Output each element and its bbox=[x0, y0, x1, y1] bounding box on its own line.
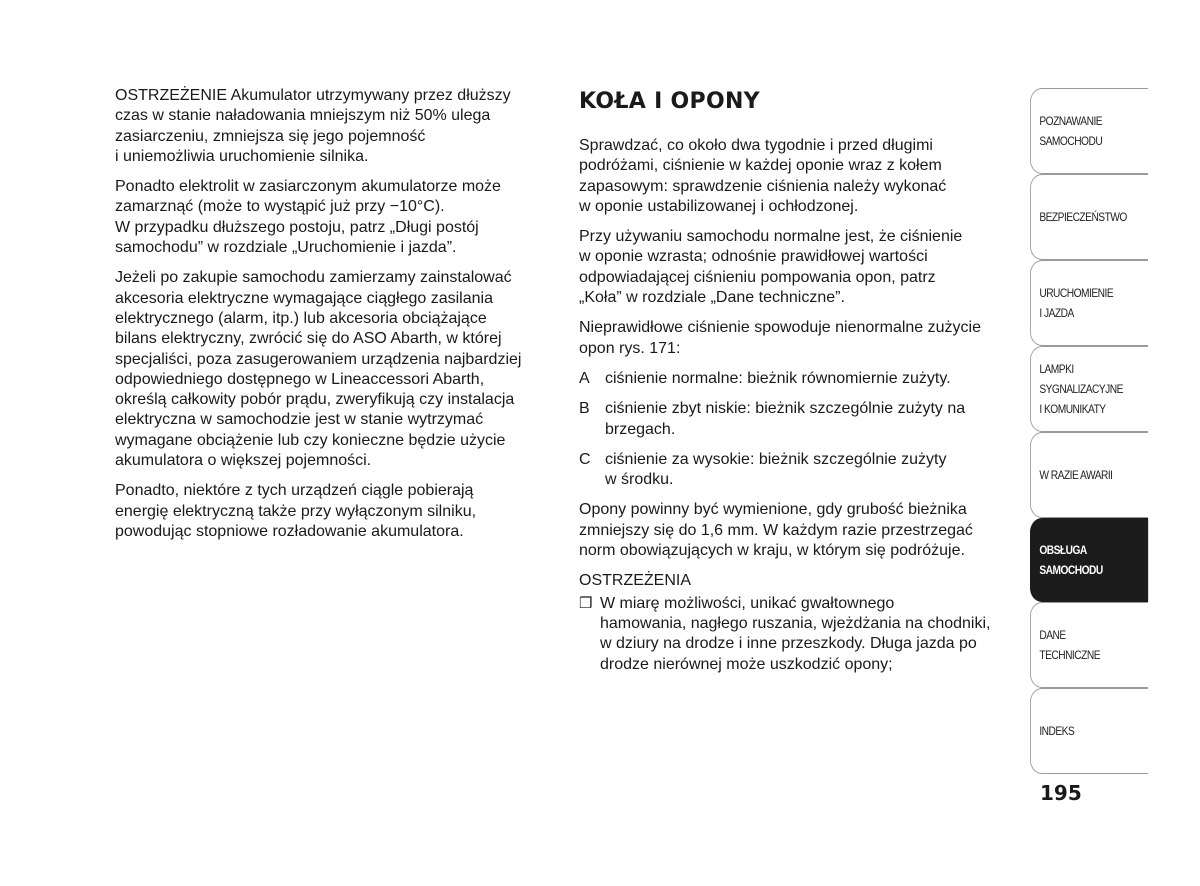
tab-w-razie-awarii[interactable]: W RAZIE AWARII bbox=[1030, 432, 1148, 518]
list-item bbox=[579, 450, 1024, 491]
warnings-heading: OSTRZEŻENIA bbox=[579, 572, 692, 590]
tab-uruchomienie-i-jazda[interactable]: URUCHOMIENIE I JAZDA bbox=[1030, 260, 1148, 346]
tab-bezpieczenstwo[interactable]: BEZPIECZEŃSTWO bbox=[1030, 174, 1148, 260]
right-column bbox=[579, 86, 1024, 675]
tab-obsluga-samochodu[interactable]: OBSŁUGA SAMOCHODU bbox=[1030, 518, 1148, 602]
pressure-increase-paragraph: Przy używaniu samochodu normalne jest, że ciśnienie w oponie wzrasta; odnośnie prawidłowej wartości odpowiadającej ciśnieniu pompowania opon, patrz „Koła” w rozdziale „Dane techniczne”. bbox=[579, 228, 963, 307]
section-title: KOŁA I OPONY bbox=[579, 89, 760, 114]
abnormal-wear-paragraph: Nieprawidłowe ciśnienie spowoduje nienormalne zużycie opon rys. 171: bbox=[579, 319, 981, 357]
list-item bbox=[579, 369, 1024, 389]
tab-dane-techniczne[interactable]: DANE TECHNICZNE bbox=[1030, 602, 1148, 688]
discharge-paragraph: Ponadto, niektóre z tych urządzeń ciągle pobierają energię elektryczną także przy wyłączonym silniku, powodując stopniowe rozładowanie akumulatora. bbox=[115, 482, 477, 540]
list-item bbox=[579, 399, 1024, 440]
list-letter: A bbox=[579, 369, 590, 387]
list-text: ciśnienie za wysokie: bieżnik szczególnie zużyty w środku. bbox=[605, 450, 947, 489]
accessories-paragraph: Jeżeli po zakupie samochodu zamierzamy zainstalować akcesoria elektryczne wymagające ciągłego zasilania elektrycznego (alarm, itp.) lub akcesoria obciążające bilans elektryczny, zwrócić się do ASO Abarth, w której specjaliści, poza zasugerowaniem urządzenia najbardziej odpowiedniego dostępnego w Lineaccessori Abarth, określą całkowity pobór prądu, zweryfikują czy instalacja elektryczna w samochodzie jest w stanie wytrzymać wymagane obciążenie lub czy konieczne będzie użycie akumulatora o większej pojemności. bbox=[115, 269, 522, 470]
list-letter: C bbox=[579, 450, 591, 468]
warning-item bbox=[579, 594, 1024, 675]
tab-indeks[interactable]: INDEKS bbox=[1030, 688, 1148, 774]
tab-poznawanie-samochodu[interactable]: POZNAWANIE SAMOCHODU bbox=[1030, 88, 1148, 174]
tire-replacement-paragraph: Opony powinny być wymienione, gdy grubość bieżnika zmniejszy się do 1,6 mm. W każdym razie przestrzegać norm obowiązujących w kraju, w którym się podróżuje. bbox=[579, 501, 973, 560]
checkbox-bullet-icon: ❒ bbox=[579, 594, 593, 612]
warning-text: W miarę możliwości, unikać gwałtownego hamowania, nagłego ruszania, wjeżdżania na chodniki, w dziury na drodze i inne przeszkody. Długa jazda po drodze nierównej może uszkodzić opony; bbox=[600, 594, 991, 673]
tab-lampki-sygnalizacyjne[interactable]: LAMPKI SYGNALIZACYJNE I KOMUNIKATY bbox=[1030, 346, 1148, 432]
list-text: ciśnienie normalne: bieżnik równomiernie zużyty. bbox=[605, 369, 951, 387]
left-column bbox=[115, 86, 560, 552]
list-text: ciśnienie zbyt niskie: bieżnik szczególnie zużyty na brzegach. bbox=[605, 400, 966, 438]
pressure-check-paragraph: Sprawdzać, co około dwa tygodnie i przed długimi podróżami, ciśnienie w każdej oponie wraz z kołem zapasowym: sprawdzenie ciśnienia należy wykonać w oponie ustabilizowanej i ochłodzonej. bbox=[579, 137, 947, 215]
list-letter: B bbox=[579, 400, 590, 418]
page-number: 195 bbox=[1040, 781, 1082, 805]
chapter-tabs bbox=[1030, 88, 1148, 774]
battery-warning-paragraph: OSTRZEŻENIE Akumulator utrzymywany przez dłuższy czas w stanie naładowania mniejszym niż 50% ulega zasiarczeniu, zmniejsza się jego pojemność i uniemożliwia uruchomienie silnika. bbox=[115, 87, 511, 165]
electrolyte-paragraph: Ponadto elektrolit w zasiarczonym akumulatorze może zamarznąć (może to wystąpić już przy −10°C). W przypadku dłuższego postoju, patrz „Długi postój samochodu” w rozdziale „Uruchomienie i jazda”. bbox=[115, 178, 501, 257]
